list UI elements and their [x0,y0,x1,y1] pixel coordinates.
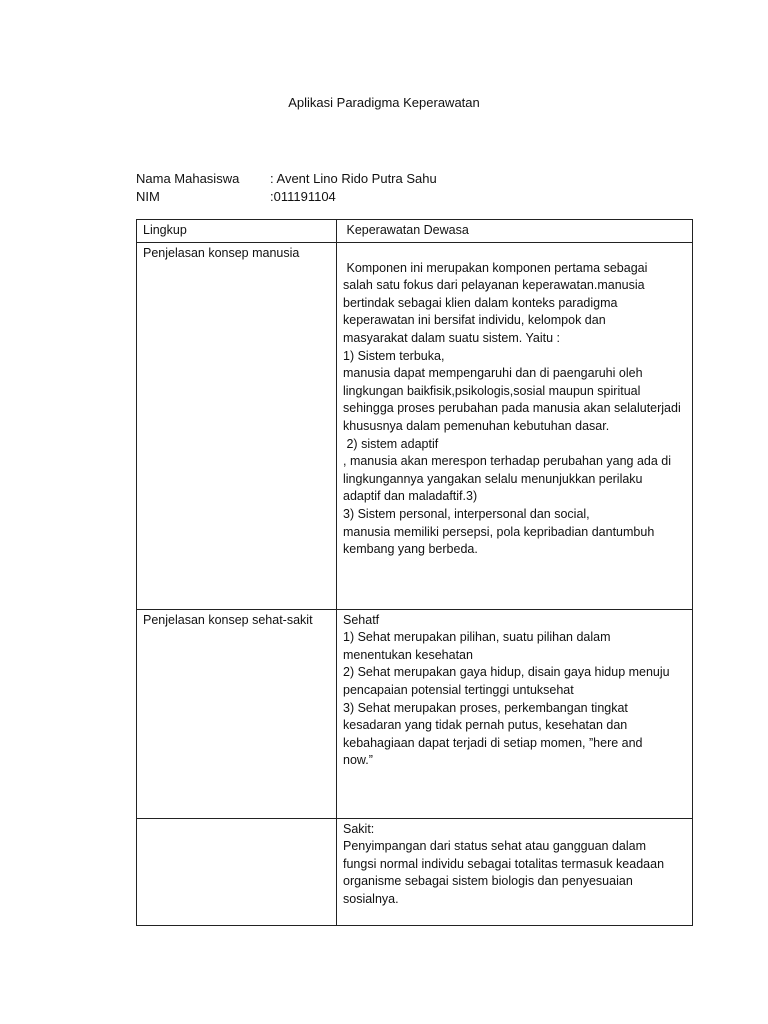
header-lingkup: Lingkup [143,223,187,237]
row-content-konsep-manusia: Komponen ini merupakan komponen pertama sebagai salah satu fokus dari pelayanan keperawatan.manusia bertindak sebagai klien dalam konteks paradigma keperawatan ini bersifat individu, kelompok dan masyarakat dalam suatu sistem. Yaitu : 1) Sistem terbuka, manusia dapat mempengaruhi dan di paengaruhi oleh lingkungan baikfisik,psikologis,sosial maupun spiritual sehingga proses perubahan pada manusia akan selaluterjadi khususnya dalam pemenuhan kebutuhan dasar. 2) sistem adaptif , manusia akan merespon terhadap perubahan yang ada di lingkungannya yangakan selalu menunjukkan perilaku adaptif dan maladaftif.3) 3) Sistem personal, interpersonal dan social, manusia memiliki persepsi, pola kepribadian dantumbuh kembang yang berbeda. [343,260,681,557]
paradigm-table [136,219,693,926]
row-label-cell-empty [137,818,337,925]
document-title: Aplikasi Paradigma Keperawatan [288,95,480,110]
header-keperawatan-dewasa: Keperawatan Dewasa [343,223,469,237]
student-nim-label: NIM [136,189,160,204]
row-label-cell [137,242,337,609]
table-row [137,818,693,925]
row-label-cell [137,609,337,818]
header-cell-keperawatan [337,220,693,243]
student-nim-value: :011191104 [270,189,336,204]
student-name-label: Nama Mahasiswa [136,171,240,186]
row-content-cell [337,609,693,818]
row-content-sakit: Sakit: Penyimpangan dari status sehat atau gangguan dalam fungsi normal individu sebagai totalitas termasuk keadaan organisme sebagai sistem biologis dan penyesuaian sosialnya. [343,821,665,906]
table-header-row [137,220,693,243]
row-label-konsep-manusia: Penjelasan konsep manusia [143,245,300,260]
row-content-cell [337,818,693,925]
row-content-sehat: Sehatf 1) Sehat merupakan pilihan, suatu pilihan dalam menentukan kesehatan 2) Sehat merupakan gaya hidup, disain gaya hidup menuju pencapaian potensial tertinggi untuksehat 3) Sehat merupakan proses, perkembangan tingkat kesadaran yang tidak pernah putus, kesehatan dan kebahagiaan dapat terjadi di setiap momen, ”here and now.” [343,612,670,768]
header-cell-lingkup [137,220,337,243]
table-row [137,609,693,818]
row-content-cell [337,242,693,609]
row-label-konsep-sehat-sakit: Penjelasan konsep sehat-sakit [143,612,313,627]
table-row [137,242,693,609]
student-name-value: : Avent Lino Rido Putra Sahu [270,171,437,186]
